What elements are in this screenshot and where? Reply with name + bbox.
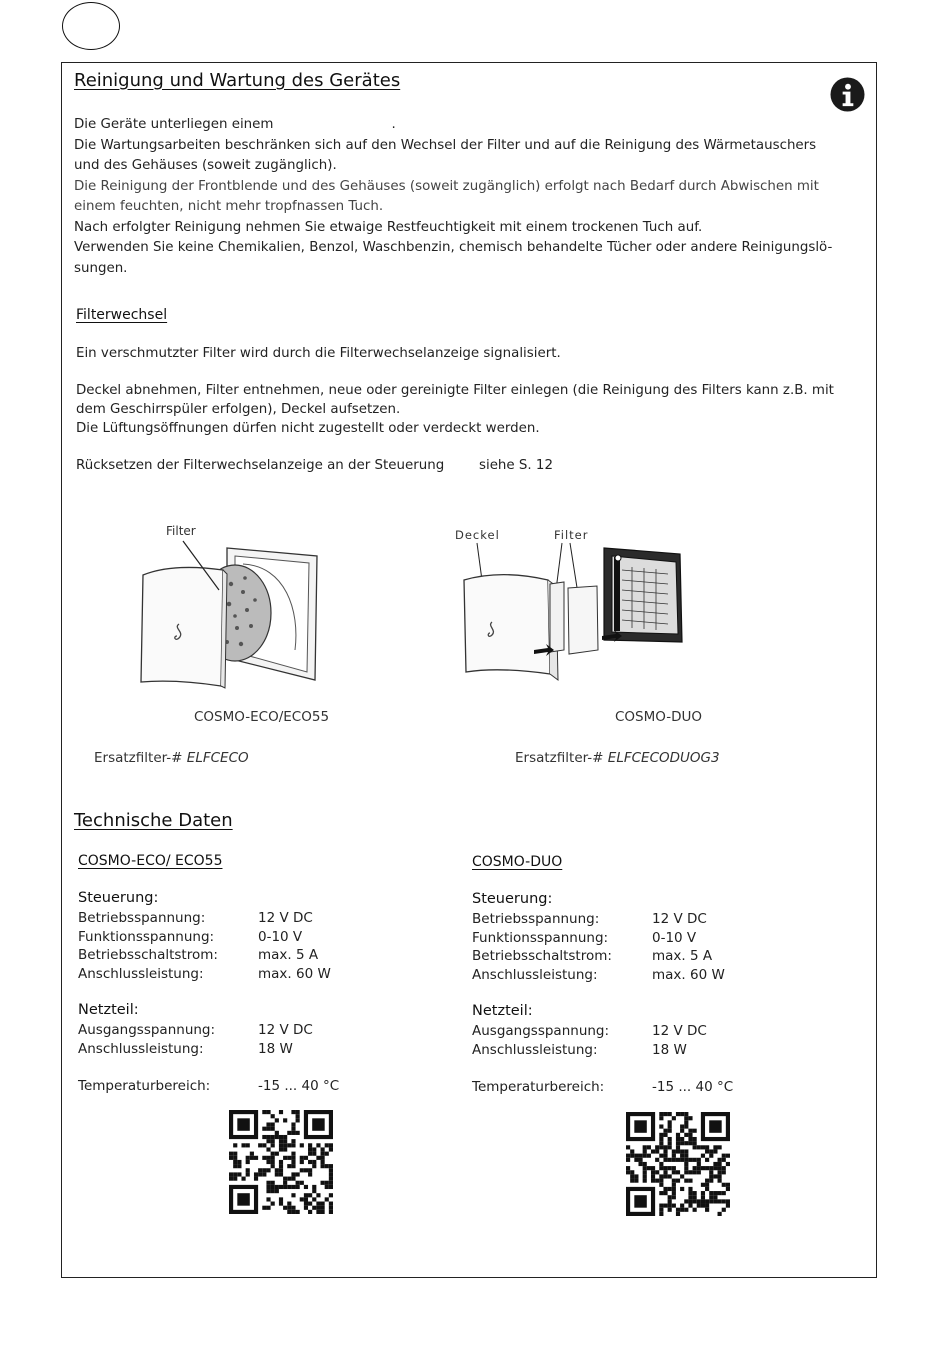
filter-title: Filterwechsel bbox=[76, 307, 168, 323]
filter-instructions-2: dem Geschirrspüler erfolgen), Deckel aufsetzen. bbox=[76, 402, 401, 417]
tech-col2-value: max. 5 A bbox=[652, 948, 713, 964]
eco-filter-label: Filter bbox=[166, 524, 196, 538]
intro-line-2: Die Wartungsarbeiten beschränken sich auf den Wechsel der Filter und auf die Reinigung des Wärmetauschers bbox=[74, 137, 817, 153]
tech-col2-value: max. 60 W bbox=[652, 967, 725, 983]
intro-line-4: Die Reinigung der Frontblende und des Gehäuses (soweit zugänglich) erfolgt nach Bedarf durch Abwischen mit bbox=[74, 178, 819, 194]
tech-col2-temp-value: -15 ... 40 °C bbox=[652, 1079, 734, 1095]
tech-col1-value: 12 V DC bbox=[258, 910, 313, 926]
intro-line-5: einem feuchten, nicht mehr tropfnassen Tuch. bbox=[74, 199, 384, 214]
tech-col2-label: Anschlussleistung: bbox=[472, 967, 598, 983]
duo-replacement bbox=[515, 750, 720, 766]
intro-paragraph bbox=[74, 115, 864, 279]
eco-replacement-label: Ersatzfilter-# bbox=[94, 750, 183, 766]
tech-col1-value: max. 5 A bbox=[258, 947, 319, 963]
eco-replacement bbox=[94, 750, 249, 766]
duo-caption: COSMO-DUO bbox=[615, 709, 703, 725]
tech-col2-label: Anschlussleistung: bbox=[472, 1042, 598, 1058]
cosmo-duo-illustration bbox=[452, 522, 697, 687]
duo-filter-label: Filter bbox=[554, 528, 589, 542]
duo-cover-label: Deckel bbox=[455, 528, 500, 542]
filter-indicator-text: Ein verschmutzter Filter wird durch die Filterwechselanzeige signalisiert. bbox=[76, 346, 561, 361]
tech-col2-control-heading: Steuerung: bbox=[472, 891, 553, 907]
tech-col1-temp-value: -15 ... 40 °C bbox=[258, 1078, 340, 1094]
intro-line-6: Nach erfolgter Reinigung nehmen Sie etwaige Restfeuchtigkeit mit einem trockenen Tuch auf. bbox=[74, 219, 703, 235]
filter-reset-reference: siehe S. 12 bbox=[479, 458, 553, 473]
tech-col2-value: 12 V DC bbox=[652, 911, 707, 927]
info-icon bbox=[830, 77, 865, 112]
tech-col1-value: max. 60 W bbox=[258, 966, 331, 982]
tech-col1-value: 0-10 V bbox=[258, 929, 303, 945]
tech-col2-label: Ausgangsspannung: bbox=[472, 1023, 610, 1039]
tech-col1-label: Anschlussleistung: bbox=[78, 1041, 204, 1057]
tech-col2-value: 18 W bbox=[652, 1042, 687, 1058]
tech-col1-temp-label: Temperaturbereich: bbox=[78, 1078, 211, 1094]
tech-col2-label: Funktionsspannung: bbox=[472, 930, 609, 946]
eco-caption: COSMO-ECO/ECO55 bbox=[194, 709, 330, 725]
tech-col2-value: 12 V DC bbox=[652, 1023, 707, 1039]
intro-line-3: und des Gehäuses (soweit zugänglich). bbox=[74, 158, 337, 173]
intro-line-1: Die Geräte unterliegen einem bbox=[74, 117, 274, 132]
intro-line-7: Verwenden Sie keine Chemikalien, Benzol, Waschbenzin, chemisch behandelte Tücher oder andere Reinigungslö- bbox=[74, 240, 833, 255]
qr-code-icon[interactable] bbox=[229, 1110, 333, 1214]
tech-col1-label: Anschlussleistung: bbox=[78, 966, 204, 982]
tech-col2-label: Betriebsschaltstrom: bbox=[472, 948, 612, 964]
page-number-circle bbox=[62, 2, 120, 50]
tech-title: Technische Daten bbox=[74, 810, 233, 831]
tech-col2-psu-heading: Netzteil: bbox=[472, 1003, 533, 1019]
tech-col2-label: Betriebsspannung: bbox=[472, 911, 600, 927]
tech-col2-model: COSMO-DUO bbox=[472, 854, 563, 870]
qr-code-icon[interactable] bbox=[626, 1112, 730, 1216]
tech-col1-psu-heading: Netzteil: bbox=[78, 1002, 139, 1018]
tech-col1-label: Betriebsschaltstrom: bbox=[78, 947, 218, 963]
tech-col1-value: 12 V DC bbox=[258, 1022, 313, 1038]
intro-line-8: sungen. bbox=[74, 260, 128, 276]
cosmo-eco-illustration bbox=[135, 520, 325, 690]
tech-col1-model: COSMO-ECO/ ECO55 bbox=[78, 853, 223, 869]
tech-col1-control-heading: Steuerung: bbox=[78, 890, 159, 906]
filter-reset-text: Rücksetzen der Filterwechselanzeige an der Steuerung bbox=[76, 458, 445, 473]
tech-col1-label: Funktionsspannung: bbox=[78, 929, 215, 945]
filter-instructions-3: Die Lüftungsöffnungen dürfen nicht zugestellt oder verdeckt werden. bbox=[76, 421, 540, 436]
duo-replacement-label: Ersatzfilter-# bbox=[515, 750, 604, 766]
eco-replacement-code: ELFCECO bbox=[186, 750, 249, 766]
tech-col1-label: Ausgangsspannung: bbox=[78, 1022, 216, 1038]
tech-col2-temp-label: Temperaturbereich: bbox=[472, 1079, 605, 1095]
section-title: Reinigung und Wartung des Gerätes bbox=[74, 70, 401, 91]
tech-col2-value: 0-10 V bbox=[652, 930, 697, 946]
tech-col1-label: Betriebsspannung: bbox=[78, 910, 206, 926]
duo-replacement-code: ELFCECODUOG3 bbox=[607, 750, 720, 766]
tech-col1-value: 18 W bbox=[258, 1041, 293, 1057]
intro-line-1-end: . bbox=[391, 117, 396, 132]
filter-instructions-1: Deckel abnehmen, Filter entnehmen, neue oder gereinigte Filter einlegen (die Reinigung des Filters kann z.B. mit bbox=[76, 383, 834, 398]
